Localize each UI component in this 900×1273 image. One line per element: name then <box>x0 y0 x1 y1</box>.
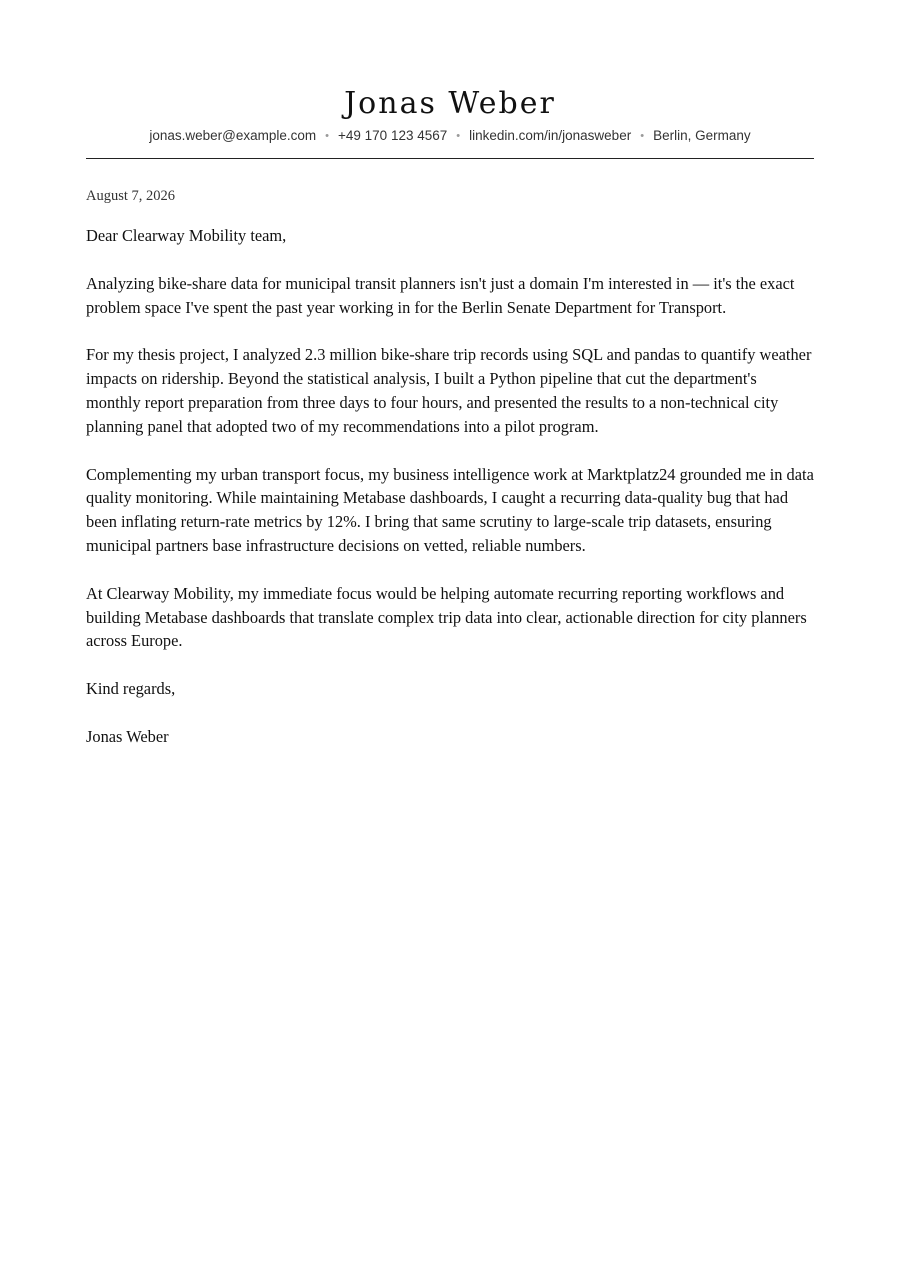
body-paragraph-1: Analyzing bike-share data for municipal transit planners isn't just a domain I'm interested in — it's the exact problem space I've spent the past year working in for the Berlin Senate Department for Transport. <box>86 273 795 317</box>
body-paragraph-2: For my thesis project, I analyzed 2.3 million bike-share trip records using SQL and pandas to quantify weather impacts on ridership. Beyond the statistical analysis, I built a Python pipeline that cut the department's monthly report preparation from three days to four hours, and presented the results to a non-technical city planning panel that adopted two of my recommendations into a pilot program. <box>86 345 812 436</box>
contact-email[interactable]: jonas.weber@example.com <box>149 128 317 143</box>
contact-linkedin[interactable]: linkedin.com/in/jonasweber <box>469 128 632 143</box>
contact-location: Berlin, Germany <box>653 128 751 143</box>
separator-dot: • <box>456 130 461 142</box>
signature: Jonas Weber <box>86 726 169 746</box>
applicant-name: Jonas Weber <box>344 86 556 121</box>
contact-phone[interactable]: +49 170 123 4567 <box>338 128 448 143</box>
letter-date: August 7, 2026 <box>86 188 176 204</box>
separator-dot: • <box>325 130 330 142</box>
closing: Kind regards, <box>86 679 176 699</box>
separator-dot: • <box>640 130 645 142</box>
body-paragraph-3: Complementing my urban transport focus, my business intelligence work at Marktplatz24 grounded me in data quality monitoring. While maintaining Metabase dashboards, I caught a recurring data-quality bug that had been inflating return-rate metrics by 12%. I bring that same scrutiny to large-scale trip datasets, ensuring municipal partners base infrastructure decisions on vetted, reliable numbers. <box>86 464 814 555</box>
cover-letter-page <box>86 0 814 749</box>
header-divider <box>86 158 814 159</box>
contact-line <box>86 127 814 146</box>
salutation: Dear Clearway Mobility team, <box>86 226 287 245</box>
body-paragraph-4: At Clearway Mobility, my immediate focus would be helping automate recurring reporting workflows and building Metabase dashboards that translate complex trip data into clear, actionable direction for city planners across Europe. <box>86 583 807 651</box>
letter-header <box>86 0 814 159</box>
